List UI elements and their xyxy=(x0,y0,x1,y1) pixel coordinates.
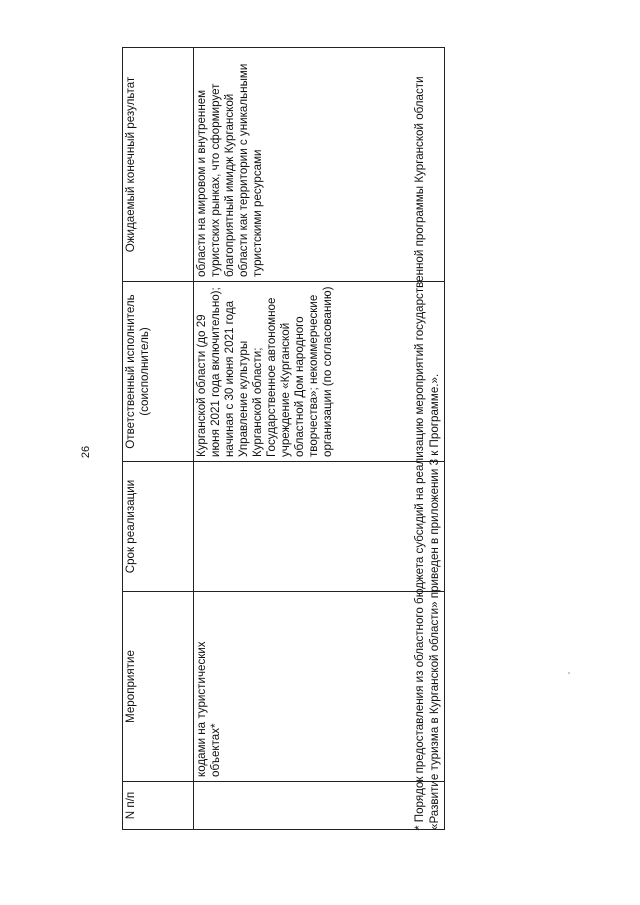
header-result: Ожидаемый конечный результат xyxy=(123,48,194,282)
events-table xyxy=(122,47,445,830)
cell-event: кодами на туристических объектах* xyxy=(194,592,445,782)
header-executor: Ответственный исполнитель (соисполнитель) xyxy=(123,282,194,462)
table-header-row xyxy=(123,48,194,830)
cell-result: области на мировом и внутреннем туристских рынках, что сформирует благоприятный имидж Курганской области как территории с уникальными туристскими ресурсами xyxy=(194,48,445,282)
footnote: * Порядок предоставления из областного бюджета субсидий на реализацию мероприятий государственной программы Курганской области «Развитие туризма в Курганской области» приведен в приложении 3 к Программе.». xyxy=(413,76,441,830)
header-term: Срок реализации xyxy=(123,462,194,592)
cell-executor: Курганской области (до 29 июня 2021 года включительно); начиная с 30 июня 2021 года Управление культуры Курганской области; Государственное автономное учреждение «Курганской областной Дом народного творчества»; некоммерческие организации (по согласованию) xyxy=(194,282,445,462)
cell-term xyxy=(194,462,445,592)
rotated-content xyxy=(122,48,447,830)
cell-number xyxy=(194,782,445,830)
table-row xyxy=(194,48,445,830)
page-number: 26 xyxy=(80,445,93,459)
header-number: N п/п xyxy=(123,782,194,830)
scan-speck xyxy=(568,672,570,674)
header-event: Мероприятие xyxy=(123,592,194,782)
